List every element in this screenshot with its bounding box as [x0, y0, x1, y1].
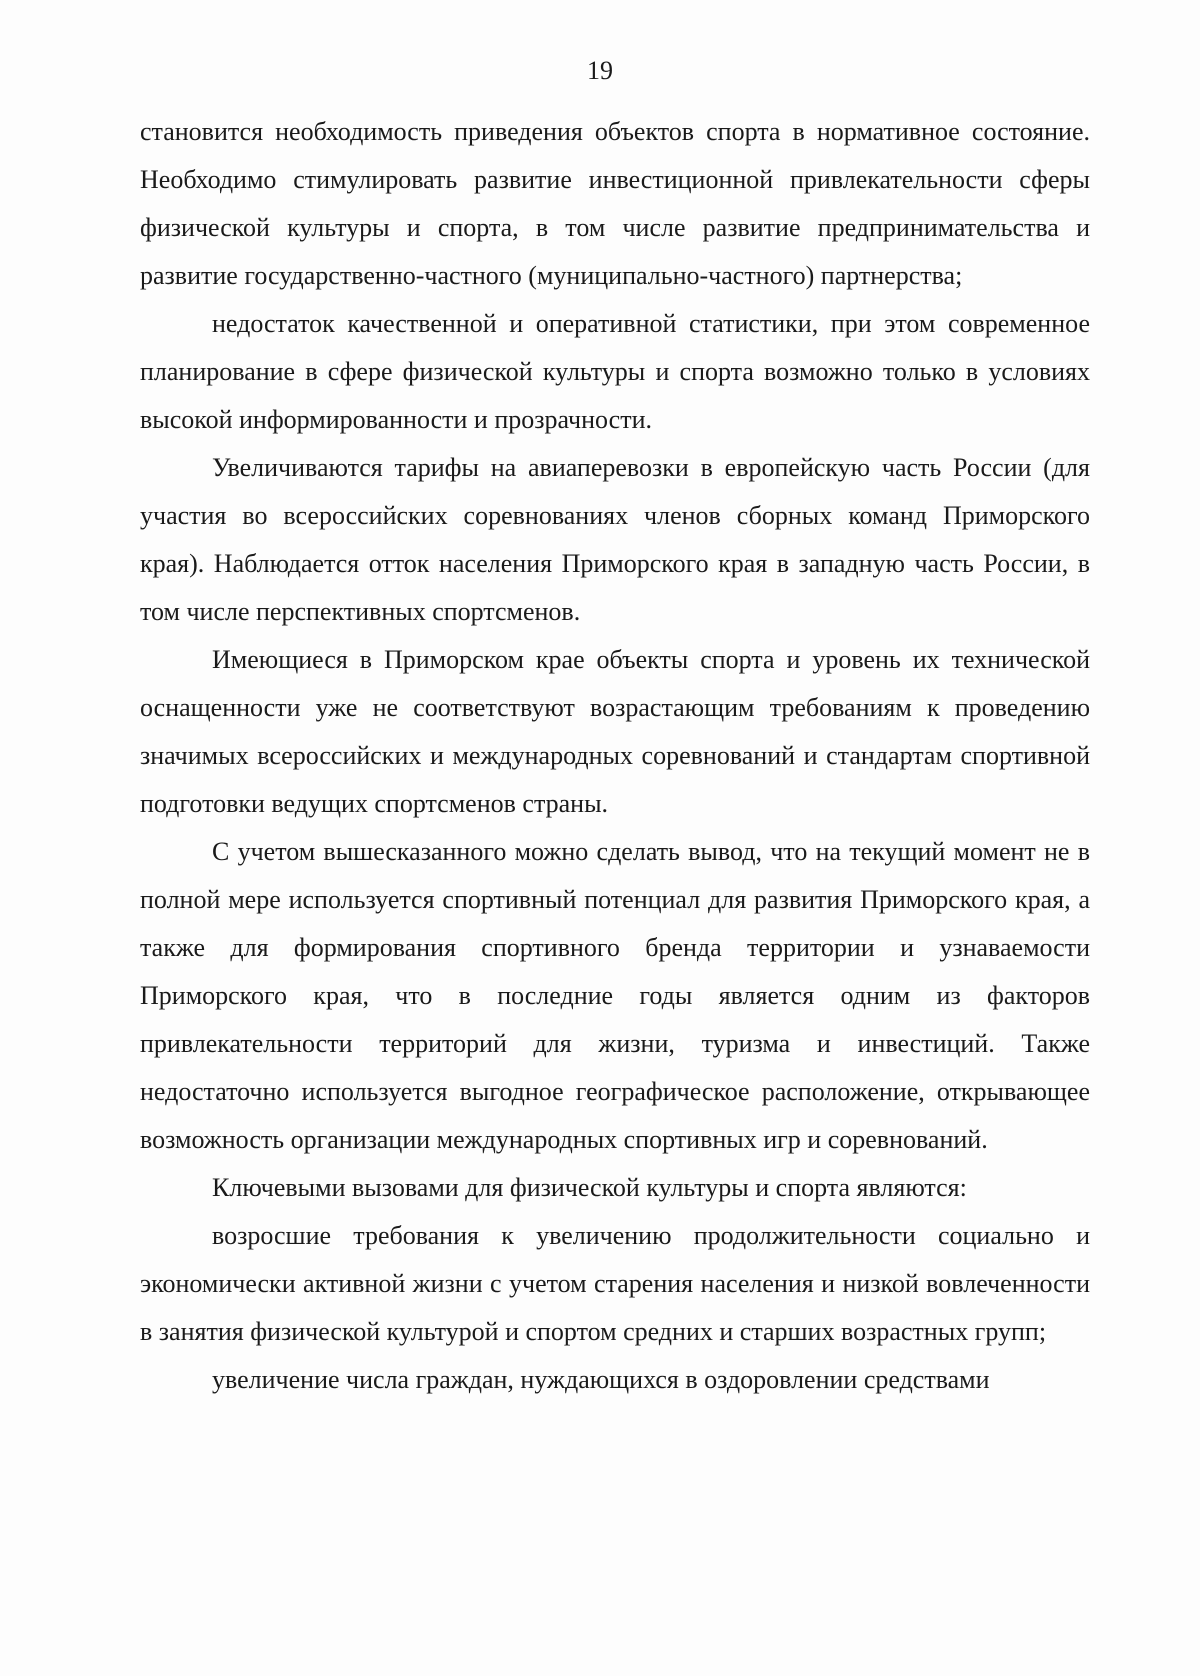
- paragraph: Имеющиеся в Приморском крае объекты спорта и уровень их технической оснащенности уже не соответствуют возрастающим требованиям к проведению значимых всероссийских и международных соревнований и стандартам спортивной подготовки ведущих спортсменов страны.: [140, 645, 1090, 818]
- paragraph: увеличение числа граждан, нуждающихся в оздоровлении средствами: [212, 1365, 990, 1394]
- paragraph: недостаток качественной и оперативной статистики, при этом современное планирование в сфере физической культуры и спорта возможно только в условиях высокой информированности и прозрачности.: [140, 309, 1090, 434]
- paragraph: С учетом вышесказанного можно сделать вывод, что на текущий момент не в полной мере используется спортивный потенциал для развития Приморского края, а также для формирования спортивного бренда территории и узнаваемости Приморского края, что в последние годы является одним из факторов привлекательности территорий для жизни, туризма и инвестиций. Также недостаточно используется выгодное географическое расположение, открывающее возможность организации международных спортивных игр и соревнований.: [140, 837, 1090, 1154]
- paragraph: становится необходимость приведения объектов спорта в нормативное состояние. Необходимо стимулировать развитие инвестиционной привлекательности сферы физической культуры и спорта, в том числе развитие предпринимательства и развитие государственно-частного (муниципально-частного) партнерства;: [140, 117, 1090, 290]
- paragraph: возросшие требования к увеличению продолжительности социально и экономически активной жизни с учетом старения населения и низкой вовлеченности в занятия физической культурой и спортом средних и старших возрастных групп;: [140, 1221, 1090, 1346]
- paragraph: Ключевыми вызовами для физической культуры и спорта являются:: [212, 1173, 967, 1202]
- document-body: [140, 108, 1090, 1404]
- paragraph: Увеличиваются тарифы на авиаперевозки в европейскую часть России (для участия во всероссийских соревнованиях членов сборных команд Приморского края). Наблюдается отток населения Приморского края в западную часть России, в том числе перспективных спортсменов.: [140, 453, 1090, 626]
- page-number: 19: [587, 56, 613, 85]
